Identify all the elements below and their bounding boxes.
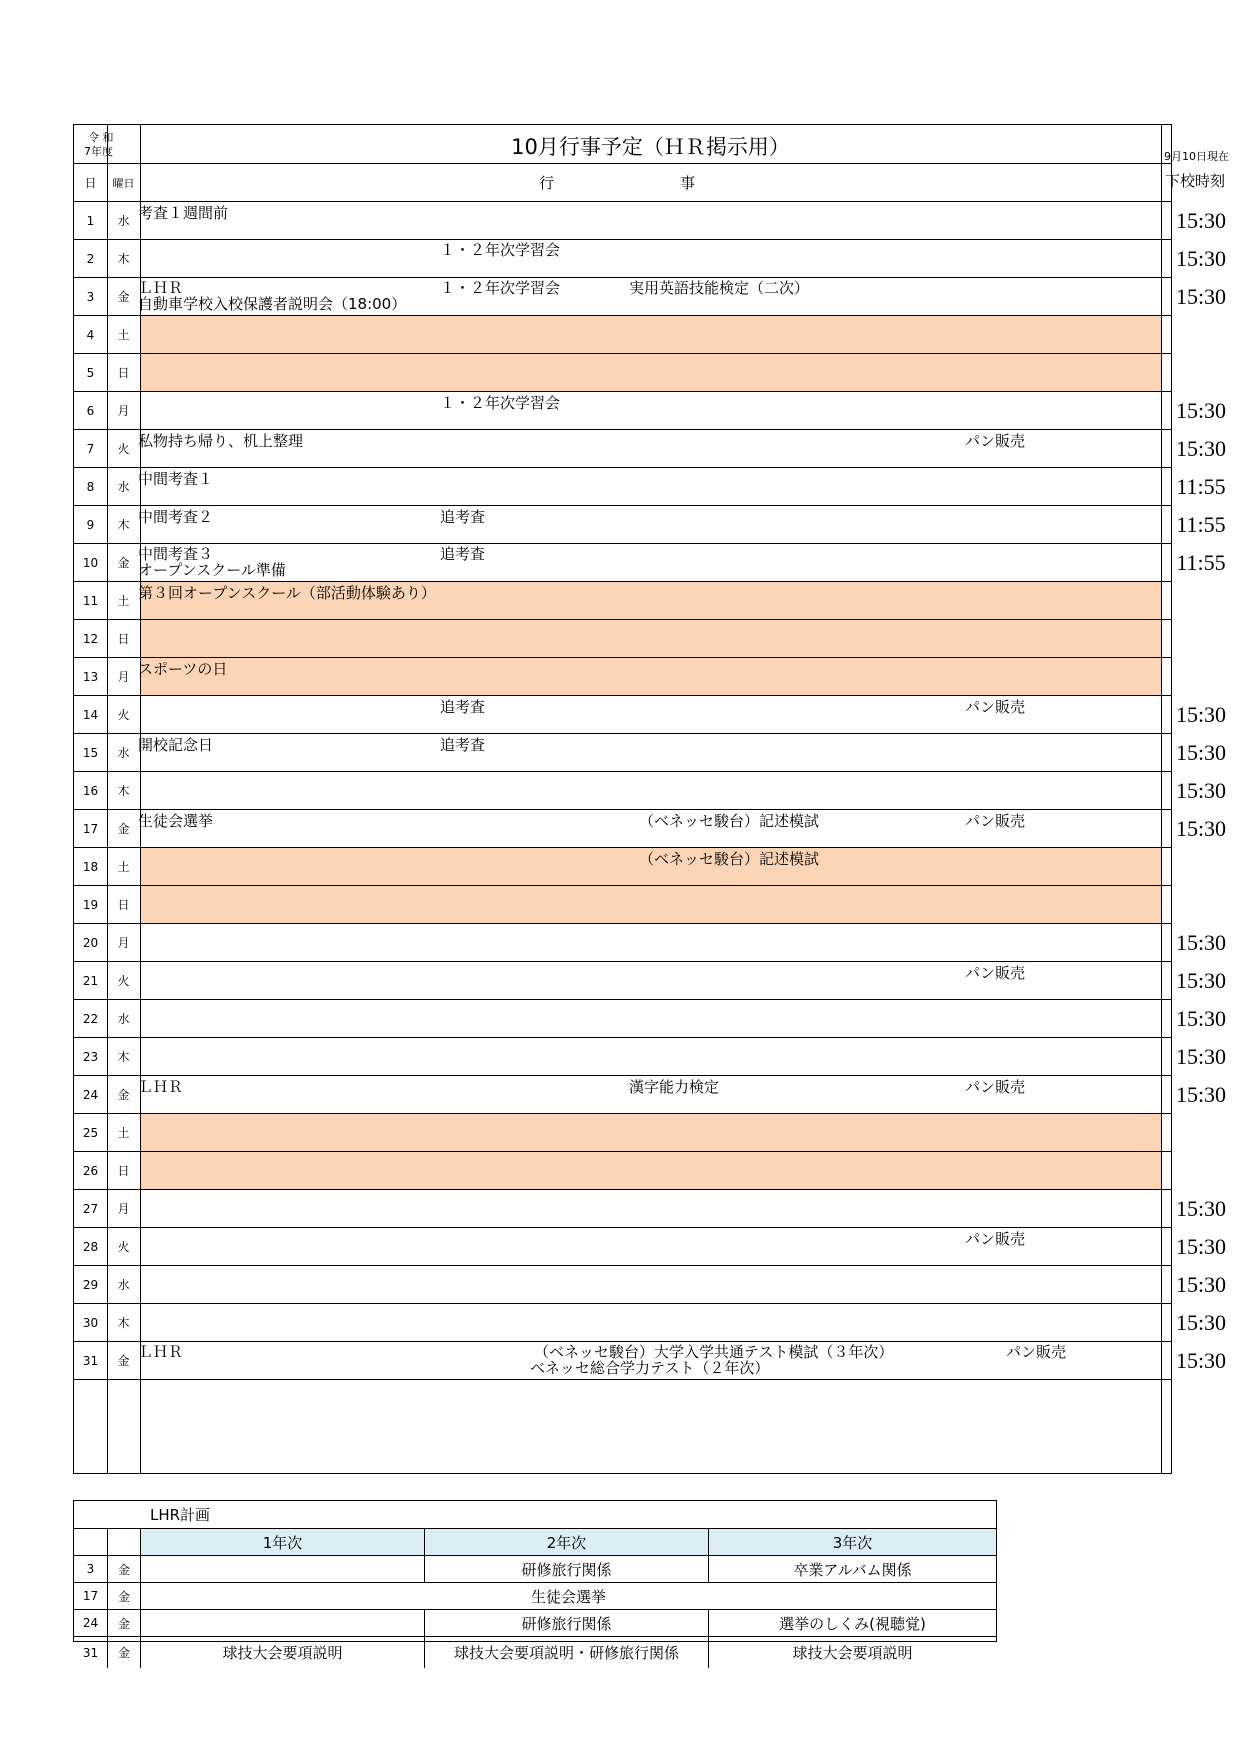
weekday: 土 xyxy=(117,594,130,608)
day-number: 7 xyxy=(86,441,95,456)
event-text: 実用英語技能検定（二次） xyxy=(629,279,810,297)
day-number: 30 xyxy=(82,1315,99,1330)
weekday: 木 xyxy=(117,1316,130,1330)
lhr-row xyxy=(74,1636,996,1668)
lhr-day: 17 xyxy=(82,1589,99,1603)
event-text: 追考査 xyxy=(440,736,486,754)
weekday: 水 xyxy=(117,746,130,760)
day-row xyxy=(74,1189,1227,1227)
weekday: 火 xyxy=(117,708,130,722)
col-day-header: 日 xyxy=(84,176,97,190)
event-text: 私物持ち帰り、机上整理 xyxy=(138,432,304,450)
day-number: 14 xyxy=(82,707,99,722)
weekday: 水 xyxy=(117,1012,130,1026)
event-text: 考査１週間前 xyxy=(138,204,229,222)
holiday-shading xyxy=(140,316,1161,353)
dismissal-time: 15:30 xyxy=(1175,739,1227,765)
day-number: 18 xyxy=(82,859,99,874)
weekday: 土 xyxy=(117,860,130,874)
day-row xyxy=(74,467,1226,505)
day-number: 13 xyxy=(82,669,99,684)
day-number: 21 xyxy=(82,973,99,988)
col-dismissal-header: 下校時刻 xyxy=(1165,172,1226,190)
dismissal-time: 15:30 xyxy=(1175,929,1227,955)
weekday: 月 xyxy=(117,404,130,418)
as-of-date: 9月10日現在 xyxy=(1164,150,1229,163)
day-row xyxy=(74,1151,1171,1189)
era-label: 令 和 xyxy=(88,131,114,144)
dismissal-time: 15:30 xyxy=(1175,1081,1227,1107)
day-row xyxy=(74,809,1227,847)
weekday: 火 xyxy=(117,1240,130,1254)
event-text: ＬＨＲ xyxy=(138,279,184,297)
day-row xyxy=(74,1037,1227,1075)
event-text: ＬＨＲ xyxy=(138,1343,184,1361)
dismissal-time: 11:55 xyxy=(1176,549,1226,575)
day-row xyxy=(74,695,1227,733)
event-text: 追考査 xyxy=(440,698,486,716)
weekday: 月 xyxy=(117,1202,130,1216)
weekday: 木 xyxy=(117,252,130,266)
weekday: 土 xyxy=(117,1126,130,1140)
event-text: パン販売 xyxy=(965,1230,1026,1248)
lhr-cell xyxy=(140,1556,424,1582)
event-text: １・２年次学習会 xyxy=(440,394,561,412)
weekday: 金 xyxy=(117,556,130,570)
event-text: （ベネッセ駿台）記述模試 xyxy=(639,850,820,868)
day-row xyxy=(74,1075,1227,1113)
weekday: 日 xyxy=(117,366,130,380)
lhr-cell: 球技大会要項説明・研修旅行関係 xyxy=(424,1637,708,1668)
lhr-grade-header: 2年次 xyxy=(424,1529,708,1555)
fiscal-year-label: 7年度 xyxy=(84,145,113,158)
weekday: 木 xyxy=(117,784,130,798)
lhr-row xyxy=(74,1555,996,1582)
dismissal-time xyxy=(1161,848,1240,885)
day-row xyxy=(74,999,1227,1037)
dismissal-time: 15:30 xyxy=(1175,283,1227,309)
day-row xyxy=(74,1265,1227,1303)
event-text: 生徒会選挙 xyxy=(138,812,214,830)
dismissal-time: 11:55 xyxy=(1176,473,1226,499)
lhr-cell: 球技大会要項説明 xyxy=(140,1637,424,1668)
dismissal-time: 15:30 xyxy=(1175,1309,1227,1335)
event-text: ベネッセ総合学力テスト（２年次） xyxy=(530,1359,770,1377)
weekday: 金 xyxy=(117,290,130,304)
dismissal-time: 15:30 xyxy=(1175,1195,1227,1221)
day-row xyxy=(74,315,1171,353)
weekday: 水 xyxy=(117,1278,130,1292)
day-number: 12 xyxy=(82,631,99,646)
dismissal-time: 15:30 xyxy=(1175,1043,1227,1069)
day-row xyxy=(74,923,1227,961)
weekday: 日 xyxy=(117,632,130,646)
holiday-shading xyxy=(140,1152,1161,1189)
event-text: スポーツの日 xyxy=(138,660,228,678)
lhr-weekday: 金 xyxy=(107,1583,140,1609)
lhr-cell xyxy=(140,1610,424,1636)
day-number: 17 xyxy=(82,821,99,836)
day-number: 28 xyxy=(82,1239,99,1254)
event-text: パン販売 xyxy=(1006,1343,1067,1361)
lhr-cell: 球技大会要項説明 xyxy=(708,1637,996,1668)
weekday: 火 xyxy=(117,442,130,456)
lhr-weekday: 金 xyxy=(107,1610,140,1636)
day-number: 20 xyxy=(82,935,99,950)
day-row xyxy=(74,885,1171,923)
dismissal-time: 15:30 xyxy=(1175,397,1227,423)
day-row xyxy=(74,543,1226,581)
weekday: 木 xyxy=(117,518,130,532)
event-text: １・２年次学習会 xyxy=(440,241,561,259)
lhr-weekday: 金 xyxy=(107,1556,140,1582)
col-weekday-header: 曜日 xyxy=(112,176,135,190)
dismissal-time: 15:30 xyxy=(1175,967,1227,993)
weekday: 火 xyxy=(117,974,130,988)
day-number: 31 xyxy=(82,1353,99,1368)
day-number: 25 xyxy=(82,1125,99,1140)
lhr-day: 24 xyxy=(82,1616,99,1630)
holiday-shading xyxy=(140,620,1161,657)
event-text: パン販売 xyxy=(965,698,1026,716)
page-title: 10月行事予定（ＨＲ掲示用） xyxy=(511,135,790,159)
dismissal-time: 15:30 xyxy=(1175,245,1227,271)
day-row xyxy=(74,353,1171,391)
event-text: パン販売 xyxy=(965,1078,1026,1096)
lhr-weekday: 金 xyxy=(107,1637,140,1668)
day-row xyxy=(74,1227,1227,1265)
lhr-cell: 研修旅行関係 xyxy=(424,1610,708,1636)
lhr-grade-header: 3年次 xyxy=(708,1529,996,1555)
lhr-row xyxy=(74,1582,996,1609)
day-number: 22 xyxy=(82,1011,99,1026)
event-text: 追考査 xyxy=(440,508,486,526)
day-row xyxy=(74,277,1227,315)
dismissal-time: 15:30 xyxy=(1175,777,1227,803)
day-row xyxy=(74,201,1227,239)
weekday: 土 xyxy=(117,328,130,342)
lhr-grade-header: 1年次 xyxy=(140,1529,424,1555)
day-number: 24 xyxy=(82,1087,99,1102)
event-text: 中間考査３ xyxy=(138,545,214,563)
event-text: 漢字能力検定 xyxy=(629,1078,720,1096)
dismissal-time: 11:55 xyxy=(1176,511,1226,537)
lhr-header-blank xyxy=(74,1529,107,1555)
event-text: １・２年次学習会 xyxy=(440,279,561,297)
day-number: 2 xyxy=(86,251,95,266)
lhr-cell: 卒業アルバム関係 xyxy=(708,1556,996,1582)
day-number: 19 xyxy=(82,897,99,912)
weekday: 日 xyxy=(117,1164,130,1178)
day-number: 27 xyxy=(82,1201,99,1216)
day-row xyxy=(74,771,1227,809)
dismissal-time xyxy=(1161,1114,1240,1151)
day-number: 1 xyxy=(86,213,95,228)
day-row xyxy=(74,391,1227,429)
day-number: 29 xyxy=(82,1277,99,1292)
day-row xyxy=(74,1341,1227,1379)
event-text: 自動車学校入校保護者説明会（18:00） xyxy=(138,295,407,313)
day-row xyxy=(74,657,1171,695)
dismissal-time xyxy=(1161,620,1240,657)
weekday: 金 xyxy=(117,1088,130,1102)
event-text: 中間考査２ xyxy=(138,508,214,526)
holiday-shading xyxy=(140,354,1161,391)
weekday: 水 xyxy=(117,480,130,494)
event-text: 追考査 xyxy=(440,545,486,563)
event-text: パン販売 xyxy=(965,432,1026,450)
weekday: 金 xyxy=(117,822,130,836)
day-number: 23 xyxy=(82,1049,99,1064)
dismissal-time xyxy=(1161,886,1240,923)
day-number: 5 xyxy=(86,365,95,380)
dismissal-time xyxy=(1161,316,1240,353)
dismissal-time xyxy=(1161,354,1240,391)
day-number: 3 xyxy=(86,289,95,304)
day-number: 15 xyxy=(82,745,99,760)
day-row xyxy=(74,961,1227,999)
lhr-header-row xyxy=(74,1528,996,1555)
holiday-shading xyxy=(140,658,1161,695)
schedule-table xyxy=(73,124,1229,1474)
lhr-cell: 研修旅行関係 xyxy=(424,1556,708,1582)
weekday: 月 xyxy=(117,936,130,950)
event-text: 中間考査１ xyxy=(138,470,214,488)
event-text: （ベネッセ駿台）記述模試 xyxy=(639,812,820,830)
weekday: 金 xyxy=(117,1354,130,1368)
event-text: パン販売 xyxy=(965,964,1026,982)
day-row xyxy=(74,847,1171,885)
event-text: オープンスクール準備 xyxy=(138,561,286,579)
dismissal-time: 15:30 xyxy=(1175,815,1227,841)
dismissal-time xyxy=(1161,658,1240,695)
lhr-day: 31 xyxy=(82,1645,99,1660)
event-text: 第３回オープンスクール（部活動体験あり） xyxy=(138,584,436,602)
dismissal-time xyxy=(1161,582,1240,619)
event-text: （ベネッセ駿台）大学入学共通テスト模試（３年次） xyxy=(534,1343,894,1361)
day-number: 9 xyxy=(86,517,95,532)
day-number: 11 xyxy=(82,593,99,608)
day-number: 6 xyxy=(86,403,95,418)
day-row xyxy=(74,1303,1227,1341)
dismissal-time: 15:30 xyxy=(1175,1271,1227,1297)
event-text: ＬＨＲ xyxy=(138,1078,184,1096)
dismissal-time: 15:30 xyxy=(1175,207,1227,233)
day-row xyxy=(74,733,1227,771)
day-number: 16 xyxy=(82,783,99,798)
day-row xyxy=(74,619,1171,657)
column-header-row xyxy=(74,163,1226,201)
holiday-shading xyxy=(140,1114,1161,1151)
dismissal-time xyxy=(1161,1152,1240,1189)
day-row xyxy=(74,581,1171,619)
lhr-plan-table xyxy=(73,1500,997,1662)
holiday-shading xyxy=(140,886,1161,923)
dismissal-time: 15:30 xyxy=(1175,701,1227,727)
lhr-row xyxy=(74,1609,996,1636)
event-text: 開校記念日 xyxy=(138,736,214,754)
day-row xyxy=(74,505,1226,543)
event-text: パン販売 xyxy=(965,812,1026,830)
lhr-day: 3 xyxy=(86,1562,95,1576)
day-row xyxy=(74,1113,1171,1151)
dismissal-time: 15:30 xyxy=(1175,1005,1227,1031)
lhr-plan-title: LHR計画 xyxy=(150,1506,211,1524)
weekday: 水 xyxy=(117,214,130,228)
day-row xyxy=(74,429,1227,467)
dismissal-time: 15:30 xyxy=(1175,435,1227,461)
weekday: 木 xyxy=(117,1050,130,1064)
day-number: 8 xyxy=(86,479,95,494)
day-number: 26 xyxy=(82,1163,99,1178)
lhr-cell: 生徒会選挙 xyxy=(140,1583,996,1609)
day-row xyxy=(74,239,1227,277)
dismissal-time: 15:30 xyxy=(1175,1347,1227,1373)
col-events-header-1: 行 xyxy=(539,174,555,192)
day-number: 4 xyxy=(86,327,95,342)
lhr-cell: 選挙のしくみ(視聴覚) xyxy=(708,1610,996,1636)
day-number: 10 xyxy=(82,555,99,570)
dismissal-time: 15:30 xyxy=(1175,1233,1227,1259)
weekday: 月 xyxy=(117,670,130,684)
col-events-header-2: 事 xyxy=(680,174,696,192)
weekday: 日 xyxy=(117,898,130,912)
notes-area xyxy=(74,1379,1171,1473)
